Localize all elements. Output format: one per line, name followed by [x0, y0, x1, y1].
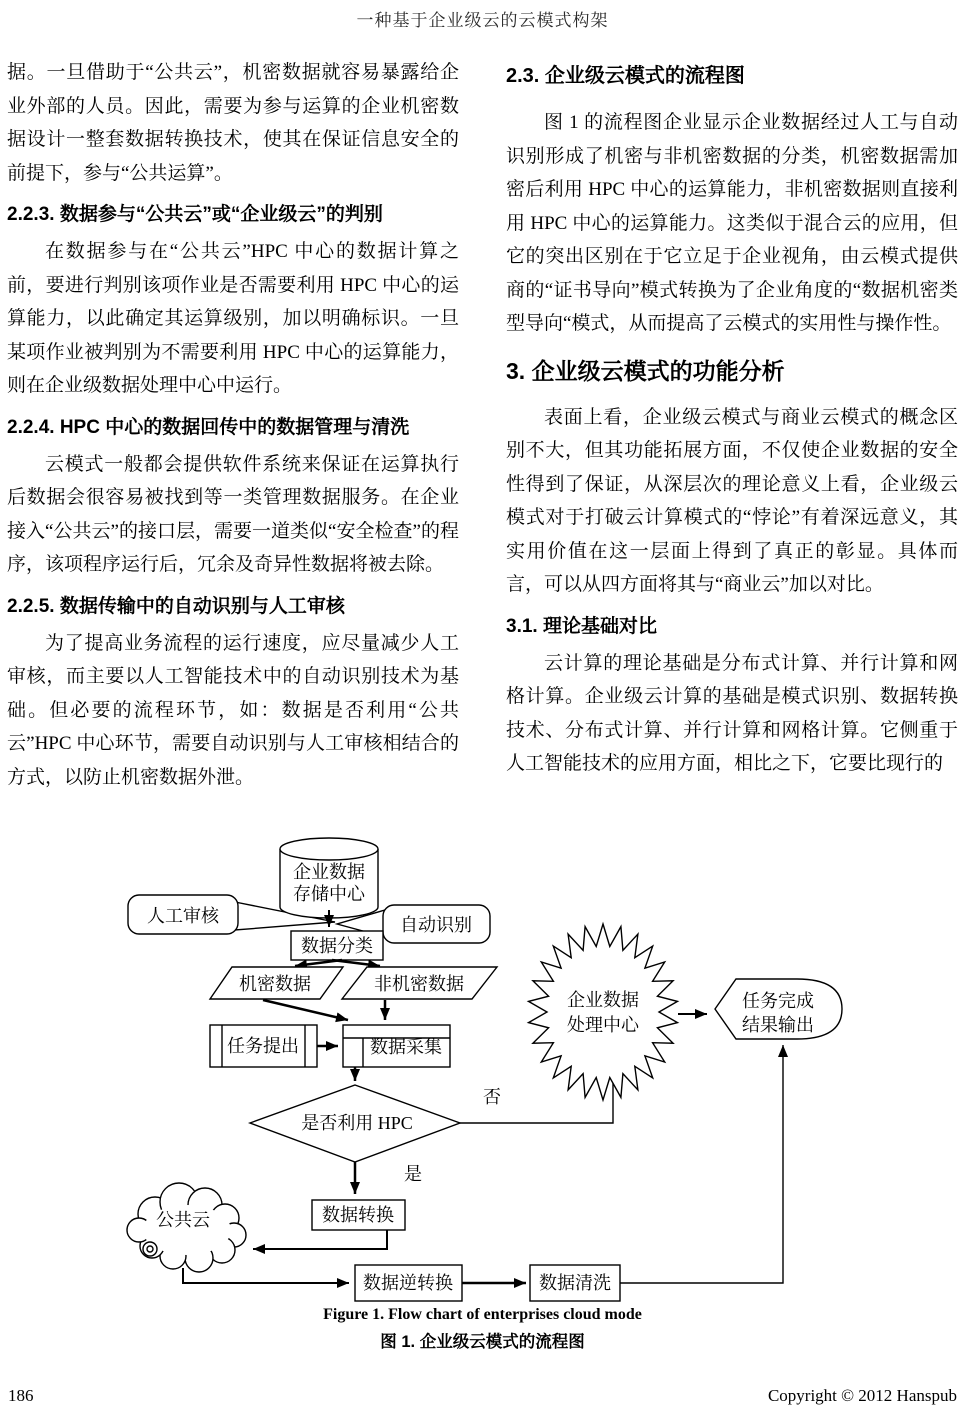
edge-clean-to-output [620, 1045, 783, 1283]
heading-2-2-3: 2.2.3. 数据参与“公共云”或“企业级云”的判别 [7, 204, 383, 225]
label-no: 否 [483, 1087, 501, 1107]
convert-label: 数据转换 [322, 1205, 394, 1225]
label-yes: 是 [404, 1164, 422, 1184]
paragraph: 云计算的理论基础是分布式计算、并行计算和网格计算。企业级云计算的基础是模式识别、数据转换技术、分布式计算、并行计算和网格计算。它侧重于人工智能技术的应用方面，相比之下，它要比现行的 [506, 652, 958, 774]
processing-center-label-line2: 处理中心 [567, 1015, 639, 1035]
storage-cylinder-top [280, 838, 378, 860]
figure-caption-en: Figure 1. Flow chart of enterprises cloud mode [323, 1306, 642, 1323]
figure-caption-zh: 图 1. 企业级云模式的流程图 [380, 1333, 585, 1351]
heading-2-3: 2.3. 企业级云模式的流程图 [506, 65, 745, 87]
paragraph: 图 1 的流程图企业显示企业数据经过人工与自动识别形成了机密与非机密数据的分类，机密数据需加密后利用 HPC 中心的运算能力，非机密数据则直接利用 HPC 中心的运算能力。这类似于混合云的应用，但它的突出区别在于它立足于企业视角，由云模式提供商的“证书导向”模式转换为了企业角度的“数据机密类型导向“模式，从而提高了云模式的实用性与操作性。 [506, 112, 958, 334]
inverse-convert-label: 数据逆转换 [363, 1273, 453, 1293]
clean-label: 数据清洗 [539, 1273, 611, 1293]
page-title: 一种基于企业级云的云模式构架 [356, 11, 609, 30]
data-collect-label: 数据采集 [370, 1037, 442, 1057]
figure-1-flowchart [95, 822, 965, 1304]
public-cloud-label: 公共云 [156, 1210, 210, 1230]
decision-label: 是否利用 HPC [301, 1113, 413, 1133]
public-cloud-node [127, 1183, 246, 1272]
processing-center-label-line1: 企业数据 [567, 990, 639, 1010]
non-confidential-label: 非机密数据 [374, 974, 464, 994]
heading-3: 3. 企业级云模式的功能分析 [506, 357, 785, 384]
two-column-text [7, 56, 958, 794]
processing-center-node [529, 924, 678, 1100]
page-footer [8, 1386, 957, 1406]
copyright-text: Copyright © 2012 Hanspub [767, 1386, 957, 1405]
heading-2-2-5: 2.2.5. 数据传输中的自动识别与人工审核 [7, 595, 345, 617]
heading-2-2-4: 2.2.4. HPC 中心的数据回传中的数据管理与清洗 [7, 416, 410, 438]
paragraph: 在数据参与在“公共云”HPC 中心的数据计算之前，要进行判别该项作业是否需要利用 HPC 中心的运算能力，以此确定其运算级别，加以明确标识。一旦某项作业被判别为不需要利用 HPC 中心的运算能力，则在企业级数据处理中心中运行。 [7, 241, 459, 396]
output-label-line1: 任务完成 [742, 991, 814, 1011]
classify-label: 数据分类 [301, 936, 373, 956]
arrow-confidential-to-collect [263, 1000, 348, 1020]
output-label-line2: 结果输出 [742, 1015, 814, 1035]
paragraph: 为了提高业务流程的运行速度，应尽量减少人工审核，而主要以人工智能技术中的自动识别技术为基础。但必要的流程环节，如：数据是否利用“公共云”HPC 中心环节，需要自动识别与人工审核相结合的方式，以防止机密数据外泄。 [7, 632, 459, 788]
right-column [506, 56, 958, 794]
paragraph: 云模式一般都会提供软件系统来保证在运算执行后数据会很容易被找到等一类管理数据服务。在企业接入“公共云”的接口层，需要一道类似“安全检查”的程序，该项程序运行后，冗余及奇异性数据将被去除。 [7, 453, 459, 575]
storage-label-line2: 存储中心 [293, 884, 365, 904]
page-number: 186 [8, 1386, 34, 1405]
auto-identify-label: 自动识别 [400, 915, 472, 935]
task-submit-label: 任务提出 [227, 1036, 299, 1056]
heading-3-1: 3.1. 理论基础对比 [506, 615, 657, 637]
manual-review-label: 人工审核 [147, 906, 219, 926]
storage-label-line1: 企业数据 [293, 862, 365, 882]
paragraph: 据。一旦借助于“公共云”，机密数据就容易暴露给企业外部的人员。因此，需要为参与运算的企业机密数据设计一整套数据转换技术，使其在保证信息安全的前提下，参与“公共运算”。 [7, 62, 459, 184]
left-column [7, 56, 459, 794]
confidential-label: 机密数据 [239, 974, 311, 994]
arrow-classify-to-nonconfidential [332, 960, 380, 966]
edge-convert-to-cloud [253, 1230, 387, 1249]
paragraph: 表面上看，企业级云模式与商业云模式的概念区别不大，但其功能拓展方面，不仅使企业数据的安全性得到了保证，从深层次的理论意义上看，企业级云模式对于打破云计算模式的“悖论”有着深远意义，其实用价值在这一层面上得到了真正的彰显。具体而言，可以从四方面将其与“商业云”加以对比。 [506, 406, 958, 595]
edge-cloud-to-inverse [183, 1268, 349, 1283]
